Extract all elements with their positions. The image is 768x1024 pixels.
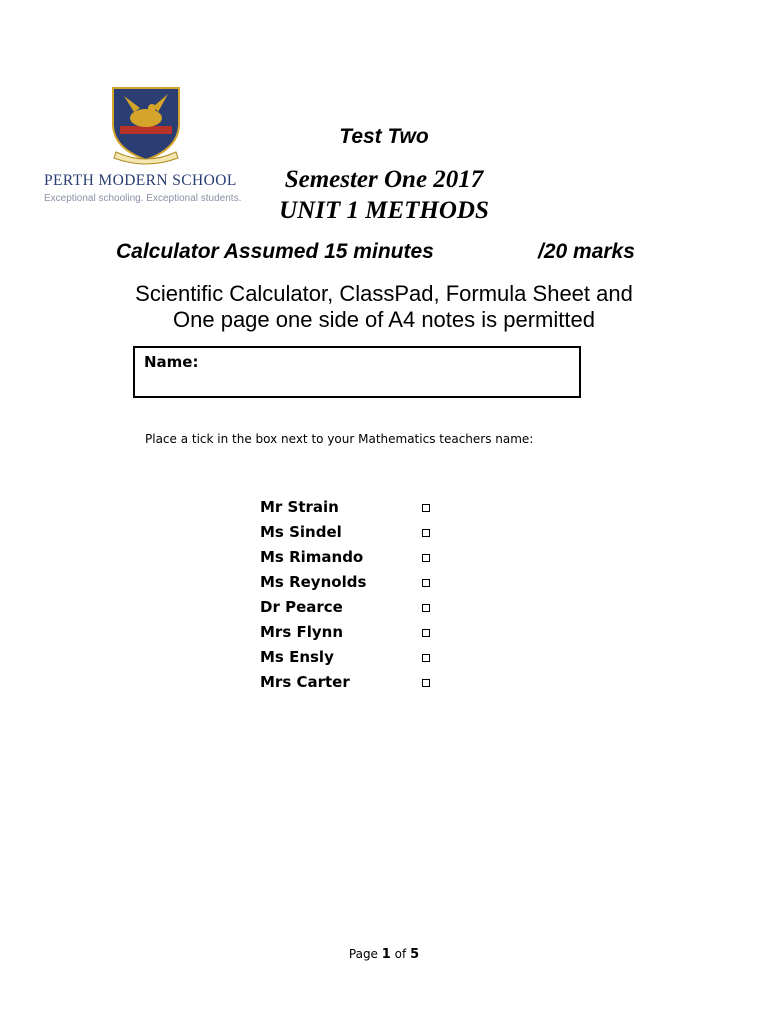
teacher-tick-checkbox[interactable] bbox=[422, 504, 430, 512]
teacher-row bbox=[260, 573, 460, 598]
calculator-duration: Calculator Assumed 15 minutes bbox=[116, 240, 434, 263]
total-page-count: 5 bbox=[410, 947, 420, 962]
teacher-list bbox=[260, 498, 460, 698]
name-label: Name: bbox=[144, 353, 199, 371]
teacher-row bbox=[260, 598, 460, 623]
teacher-tick-checkbox[interactable] bbox=[422, 629, 430, 637]
page-word: Page bbox=[348, 947, 378, 961]
teacher-row bbox=[260, 673, 460, 698]
current-page-number: 1 bbox=[381, 947, 391, 962]
teacher-name: Mrs Carter bbox=[260, 673, 350, 691]
teacher-name: Ms Rimando bbox=[260, 548, 364, 566]
page-footer bbox=[0, 947, 768, 962]
teacher-row bbox=[260, 523, 460, 548]
semester-heading: Semester One 2017 bbox=[284, 166, 484, 193]
teacher-row bbox=[260, 648, 460, 673]
school-crest-icon bbox=[36, 72, 252, 168]
teacher-tick-checkbox[interactable] bbox=[422, 579, 430, 587]
school-tagline: Exceptional schooling. Exceptional students. bbox=[44, 193, 242, 204]
total-marks: /20 marks bbox=[538, 240, 635, 263]
teacher-tick-checkbox[interactable] bbox=[422, 554, 430, 562]
teacher-row bbox=[260, 548, 460, 573]
of-word: of bbox=[394, 947, 407, 961]
teacher-name: Ms Ensly bbox=[260, 648, 334, 666]
teacher-tick-checkbox[interactable] bbox=[422, 679, 430, 687]
school-name: PERTH MODERN SCHOOL bbox=[44, 172, 237, 189]
tick-instruction: Place a tick in the box next to your Mathematics teachers name: bbox=[145, 432, 534, 446]
teacher-row bbox=[260, 498, 460, 523]
teacher-tick-checkbox[interactable] bbox=[422, 604, 430, 612]
permitted-materials-line-2: One page one side of A4 notes is permitted bbox=[173, 307, 595, 332]
test-title: Test Two bbox=[339, 125, 429, 148]
teacher-tick-checkbox[interactable] bbox=[422, 529, 430, 537]
teacher-name: Ms Reynolds bbox=[260, 573, 367, 591]
teacher-name: Mr Strain bbox=[260, 498, 339, 516]
name-field[interactable] bbox=[133, 346, 581, 398]
unit-heading: UNIT 1 METHODS bbox=[279, 197, 489, 224]
teacher-row bbox=[260, 623, 460, 648]
teacher-name: Ms Sindel bbox=[260, 523, 342, 541]
teacher-name: Dr Pearce bbox=[260, 598, 343, 616]
permitted-materials-line-1: Scientific Calculator, ClassPad, Formula Sheet and bbox=[135, 281, 633, 306]
teacher-tick-checkbox[interactable] bbox=[422, 654, 430, 662]
teacher-name: Mrs Flynn bbox=[260, 623, 343, 641]
